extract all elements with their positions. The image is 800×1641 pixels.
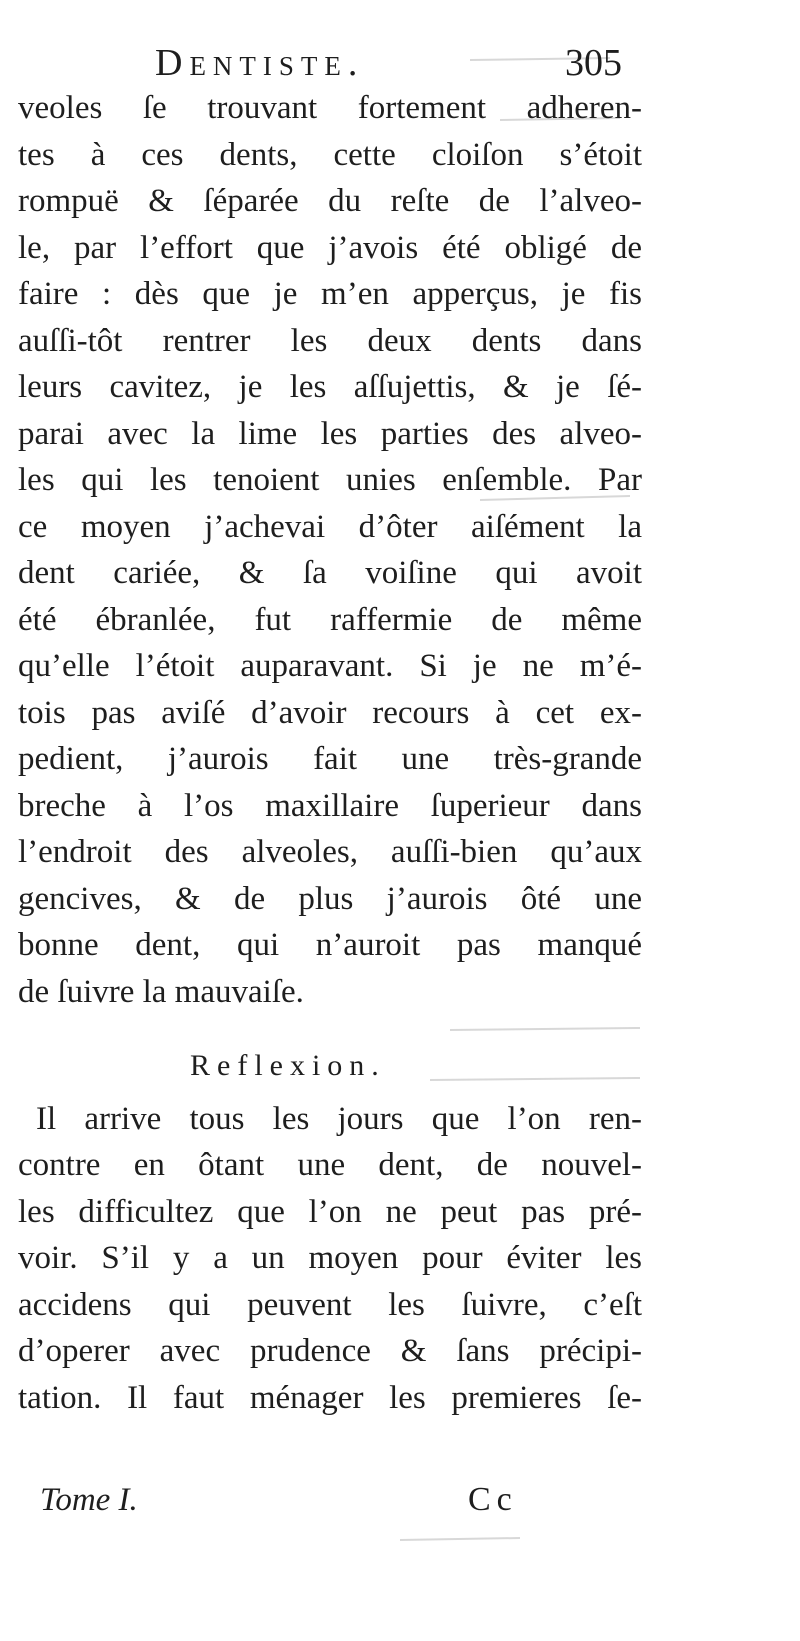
section-heading: Reflexion.	[190, 1049, 386, 1082]
text-line: rompuë & ſéparée du reſte de l’alveo-	[18, 183, 642, 219]
text-line: pedient, j’aurois fait une très-grande	[18, 741, 642, 777]
text-line: les difficultez que l’on ne peut pas pré-	[18, 1193, 642, 1230]
text-line: le, par l’effort que j’avois été obligé de	[18, 229, 642, 266]
text-line: veoles ſe trouvant fortement adheren-	[18, 90, 642, 126]
text-line: gencives, & de plus j’aurois ôté une	[18, 880, 642, 917]
page-header	[0, 38, 800, 88]
text-line: voir. S’il y a un moyen pour éviter les	[18, 1240, 642, 1276]
text-line: été ébranlée, fut raffermie de même	[18, 601, 642, 638]
text-line: accidens qui peuvent les ſuivre, c’eſt	[18, 1286, 642, 1323]
text-line: de ſuivre la mauvaiſe.	[18, 973, 304, 1010]
text-line: d’operer avec prudence & ſans précipi-	[18, 1333, 642, 1369]
page-number: 305	[565, 42, 622, 84]
text-line: les qui les tenoient unies enſemble. Par	[18, 462, 642, 498]
running-head: Dentiste.	[155, 42, 365, 84]
text-line: faire : dès que je m’en apperçus, je fis	[18, 276, 642, 312]
volume-label: Tome I.	[40, 1482, 138, 1518]
page-footer	[0, 1475, 800, 1525]
text-line: breche à l’os maxillaire ſuperieur dans	[18, 787, 642, 824]
text-line: ce moyen j’achevai d’ôter aiſément la	[18, 508, 642, 545]
paragraph	[18, 1096, 642, 1422]
text-line: tois pas aviſé d’avoir recours à cet ex-	[18, 694, 642, 731]
text-line: dent cariée, & ſa voiſine qui avoit	[18, 555, 642, 591]
text-line: auſſi-tôt rentrer les deux dents dans	[18, 322, 642, 359]
text-line: tation. Il faut ménager les premieres ſe-	[18, 1379, 642, 1416]
text-line: bonne dent, qui n’auroit pas manqué	[18, 927, 642, 963]
text-line: Il arrive tous les jours que l’on ren-	[36, 1100, 642, 1137]
bleed-mark	[400, 1538, 520, 1540]
text-line: leurs cavitez, je les aſſujettis, & je ſé-	[18, 369, 642, 405]
text-line: qu’elle l’étoit auparavant. Si je ne m’é-	[18, 648, 642, 684]
text-line: l’endroit des alveoles, auſſi-bien qu’aux	[18, 834, 642, 870]
signature-mark: Cc	[468, 1481, 518, 1518]
paragraph	[18, 85, 642, 1015]
text-line: tes à ces dents, cette cloiſon s’étoit	[18, 136, 642, 173]
body-text	[18, 85, 642, 1421]
text-line: contre en ôtant une dent, de nouvel-	[18, 1147, 642, 1183]
text-line: parai avec la lime les parties des alveo-	[18, 415, 642, 452]
